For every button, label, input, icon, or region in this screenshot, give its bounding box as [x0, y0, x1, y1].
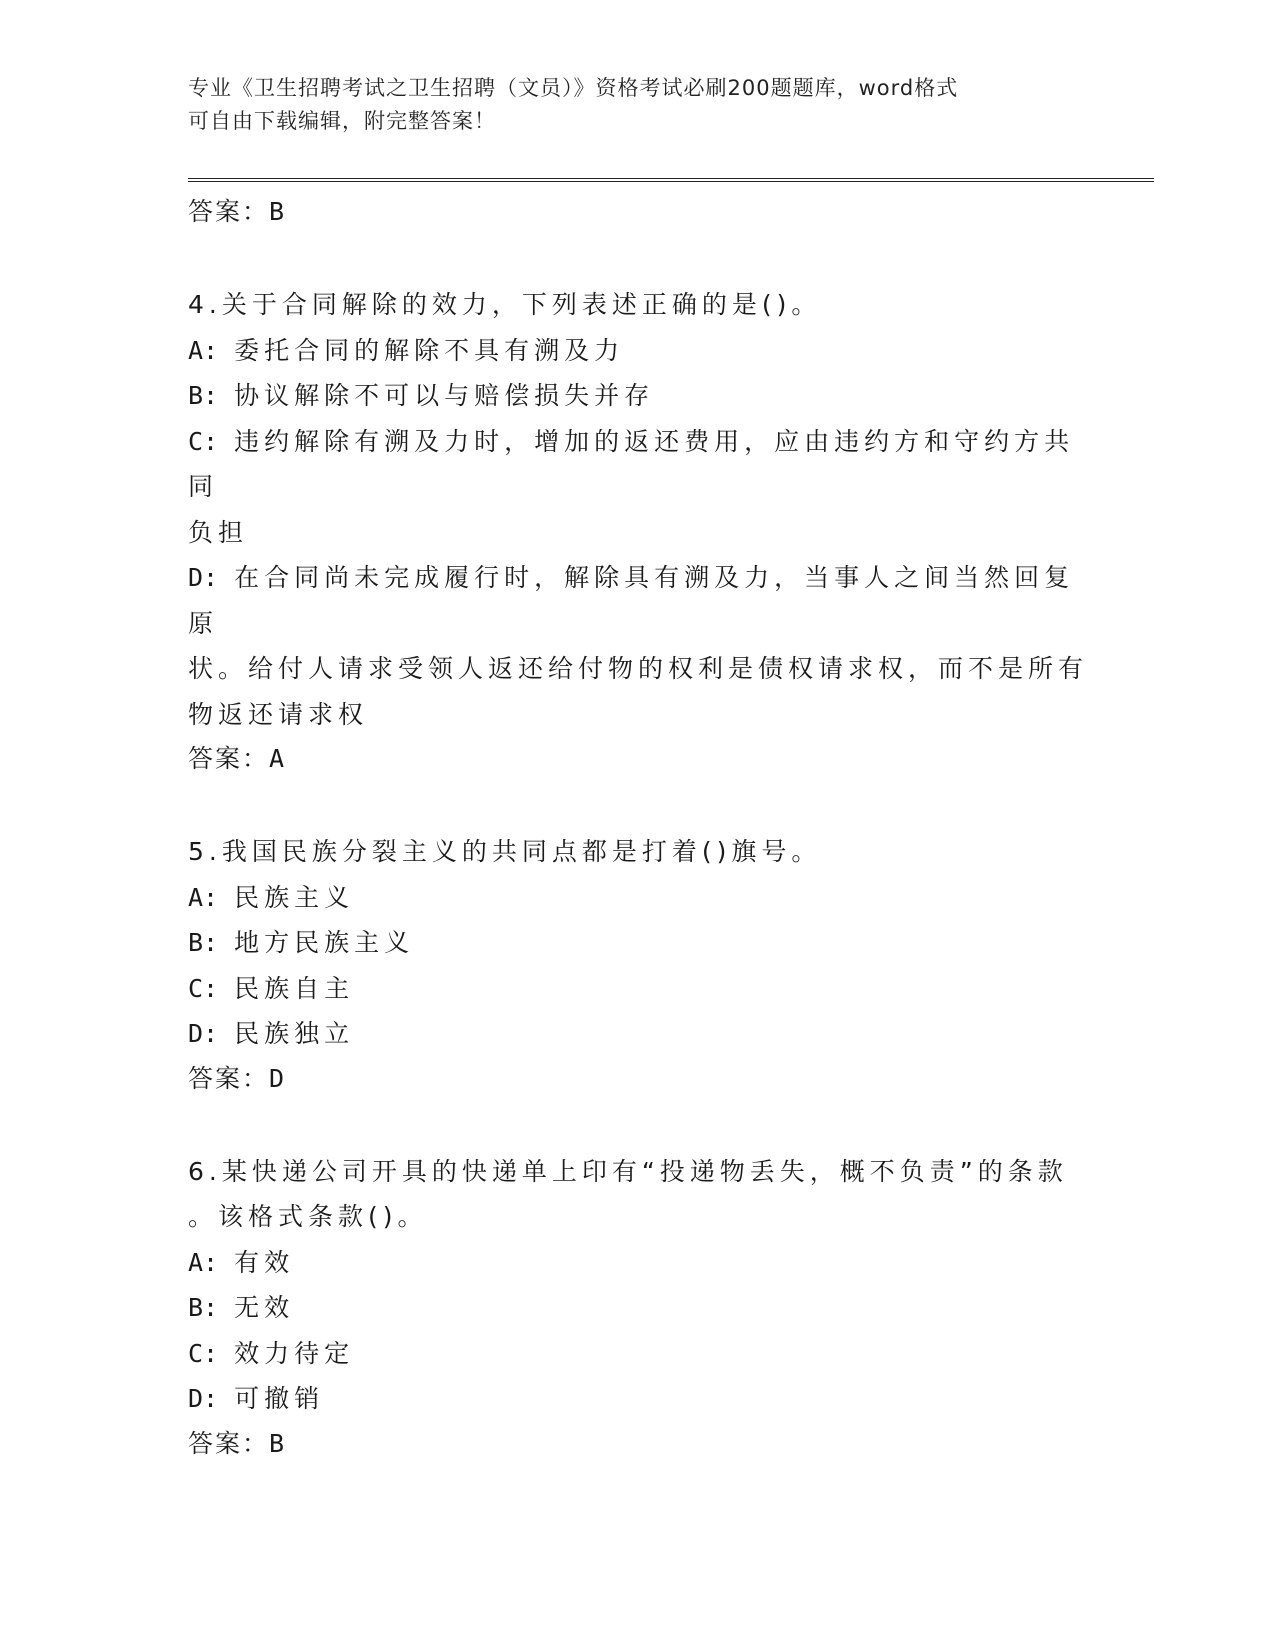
option-b: [188, 1285, 1088, 1331]
option-letter: B:: [188, 928, 219, 957]
answer-line: [188, 737, 1088, 781]
document-header: [188, 72, 1088, 138]
option-b: [188, 373, 1088, 419]
option-text: 协议解除不可以与赔偿损失并存: [234, 381, 655, 410]
option-text: 委托合同的解除不具有溯及力: [234, 335, 625, 365]
answer-line: [188, 1057, 1088, 1101]
option-c: [188, 419, 1088, 510]
option-letter: C:: [188, 1338, 219, 1368]
option-a: [188, 1240, 1088, 1286]
question-block: [188, 1149, 1088, 1466]
option-text: 违约解除有溯及力时，增加的返还费用，应由违约方和守约方共同: [188, 426, 1075, 501]
option-text: 无效: [234, 1293, 295, 1322]
option-continuation: 物返还请求权: [188, 699, 369, 729]
option-a: [188, 875, 1088, 921]
option-text: 地方民族主义: [234, 928, 415, 957]
option-text: 有效: [234, 1247, 295, 1277]
option-c: [188, 1331, 1088, 1377]
option-letter: A:: [188, 335, 219, 365]
answer-line: [188, 1422, 1088, 1466]
option-letter: B:: [188, 381, 219, 410]
option-a: [188, 328, 1088, 374]
answer-label: 答案：: [188, 1428, 270, 1458]
option-b: [188, 920, 1088, 966]
option-letter: D:: [188, 1019, 219, 1048]
option-letter: A:: [188, 882, 219, 912]
header-line-1: 专业《卫生招聘考试之卫生招聘（文员）》资格考试必刷200题题库，word格式: [188, 76, 959, 100]
option-letter: C:: [188, 426, 219, 456]
answer-line: [188, 190, 1088, 234]
option-letter: B:: [188, 1293, 219, 1322]
option-text: 民族自主: [234, 973, 355, 1003]
option-letter: D:: [188, 1384, 219, 1413]
question-stem: 4.关于合同解除的效力，下列表述正确的是()。: [188, 290, 822, 319]
option-letter: A:: [188, 1247, 219, 1277]
option-d: [188, 1376, 1088, 1422]
option-continuation: 负担: [188, 517, 249, 547]
option-continuation: 状。给付人请求受领人返还给付物的权利是债权请求权，而不是所有: [188, 654, 1089, 683]
option-letter: D:: [188, 563, 219, 592]
question-block: [188, 829, 1088, 1101]
option-letter: C:: [188, 973, 219, 1003]
option-text: 可撤销: [234, 1384, 325, 1413]
option-text: 民族主义: [234, 882, 355, 912]
header-divider: [188, 178, 1154, 182]
option-c: [188, 966, 1088, 1012]
answer-value: D: [269, 1063, 287, 1093]
answer-value: B: [269, 1428, 287, 1458]
question-stem: 6.某快递公司开具的快递单上印有“投递物丢失，概不负责”的条款: [188, 1156, 1068, 1186]
question-stem-continuation: 。该格式条款()。: [188, 1202, 428, 1231]
answer-value: B: [269, 197, 287, 226]
answer-value: A: [269, 744, 287, 773]
question-stem: 5.我国民族分裂主义的共同点都是打着()旗号。: [188, 837, 822, 866]
question-block: [188, 282, 1088, 781]
header-line-2: 可自由下载编辑，附完整答案！: [188, 109, 496, 133]
answer-label: 答案：: [188, 197, 270, 226]
option-text: 民族独立: [234, 1019, 355, 1048]
option-d: [188, 555, 1088, 646]
answer-label: 答案：: [188, 744, 270, 773]
option-text: 在合同尚未完成履行时，解除具有溯及力，当事人之间当然回复原: [188, 563, 1075, 638]
document-body: [188, 190, 1088, 1466]
option-d: [188, 1011, 1088, 1057]
option-text: 效力待定: [234, 1338, 355, 1368]
answer-label: 答案：: [188, 1063, 270, 1093]
